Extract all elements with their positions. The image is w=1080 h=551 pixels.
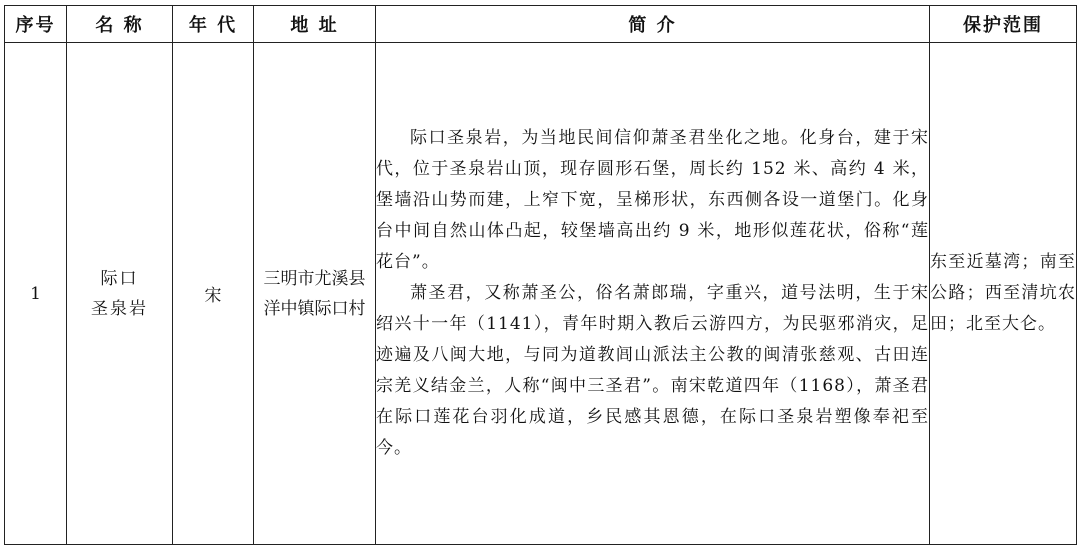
column-header-name: 名 称 [67,6,173,43]
table-row [5,43,1077,545]
heritage-table [4,5,1077,545]
protection-range-cell: 东至近墓湾；南至公路；西至清坑农田；北至大仑。 [930,43,1077,545]
column-header-era: 年 代 [173,6,254,43]
column-header-protection: 保护范围 [930,6,1077,43]
table-header-row [5,6,1077,43]
era-cell: 宋 [173,43,254,545]
column-header-address: 地 址 [254,6,376,43]
site-name-line: 际口 [100,268,139,289]
address-cell [254,43,376,545]
column-header-index: 序号 [5,6,67,43]
row-index-cell: 1 [5,43,67,545]
site-name-line: 圣泉岩 [91,298,148,319]
column-header-intro: 简 介 [376,6,930,43]
site-name-cell [67,43,173,545]
intro-paragraph: 萧圣君，又称萧圣公，俗名萧郎瑞，字重兴，道号法明，生于宋绍兴十一年（1141），青年时期入教后云游四方，为民驱邪消灾，足迹遍及八闽大地，与同为道教闾山派法主公教的闽清张慈观、古田连宗羌义结金兰，人称“闽中三圣君”。南宋乾道四年（1168），萧圣君在际口莲花台羽化成道，乡民感其恩德，在际口圣泉岩塑像奉祀至今。 [376,283,929,458]
address-line: 三明市尤溪县 [263,268,366,289]
intro-paragraph: 际口圣泉岩，为当地民间信仰萧圣君坐化之地。化身台，建于宋代，位于圣泉岩山顶，现存圆形石堡，周长约 152 米、高约 4 米，堡墙沿山势而建，上窄下宽，呈梯形状，东西侧各设一道堡门。化身台中间自然山体凸起，较堡墙高出约 9 米，地形似莲花状，俗称“莲花台”。 [376,128,929,272]
address-line: 洋中镇际口村 [263,298,366,319]
intro-cell [376,43,930,545]
